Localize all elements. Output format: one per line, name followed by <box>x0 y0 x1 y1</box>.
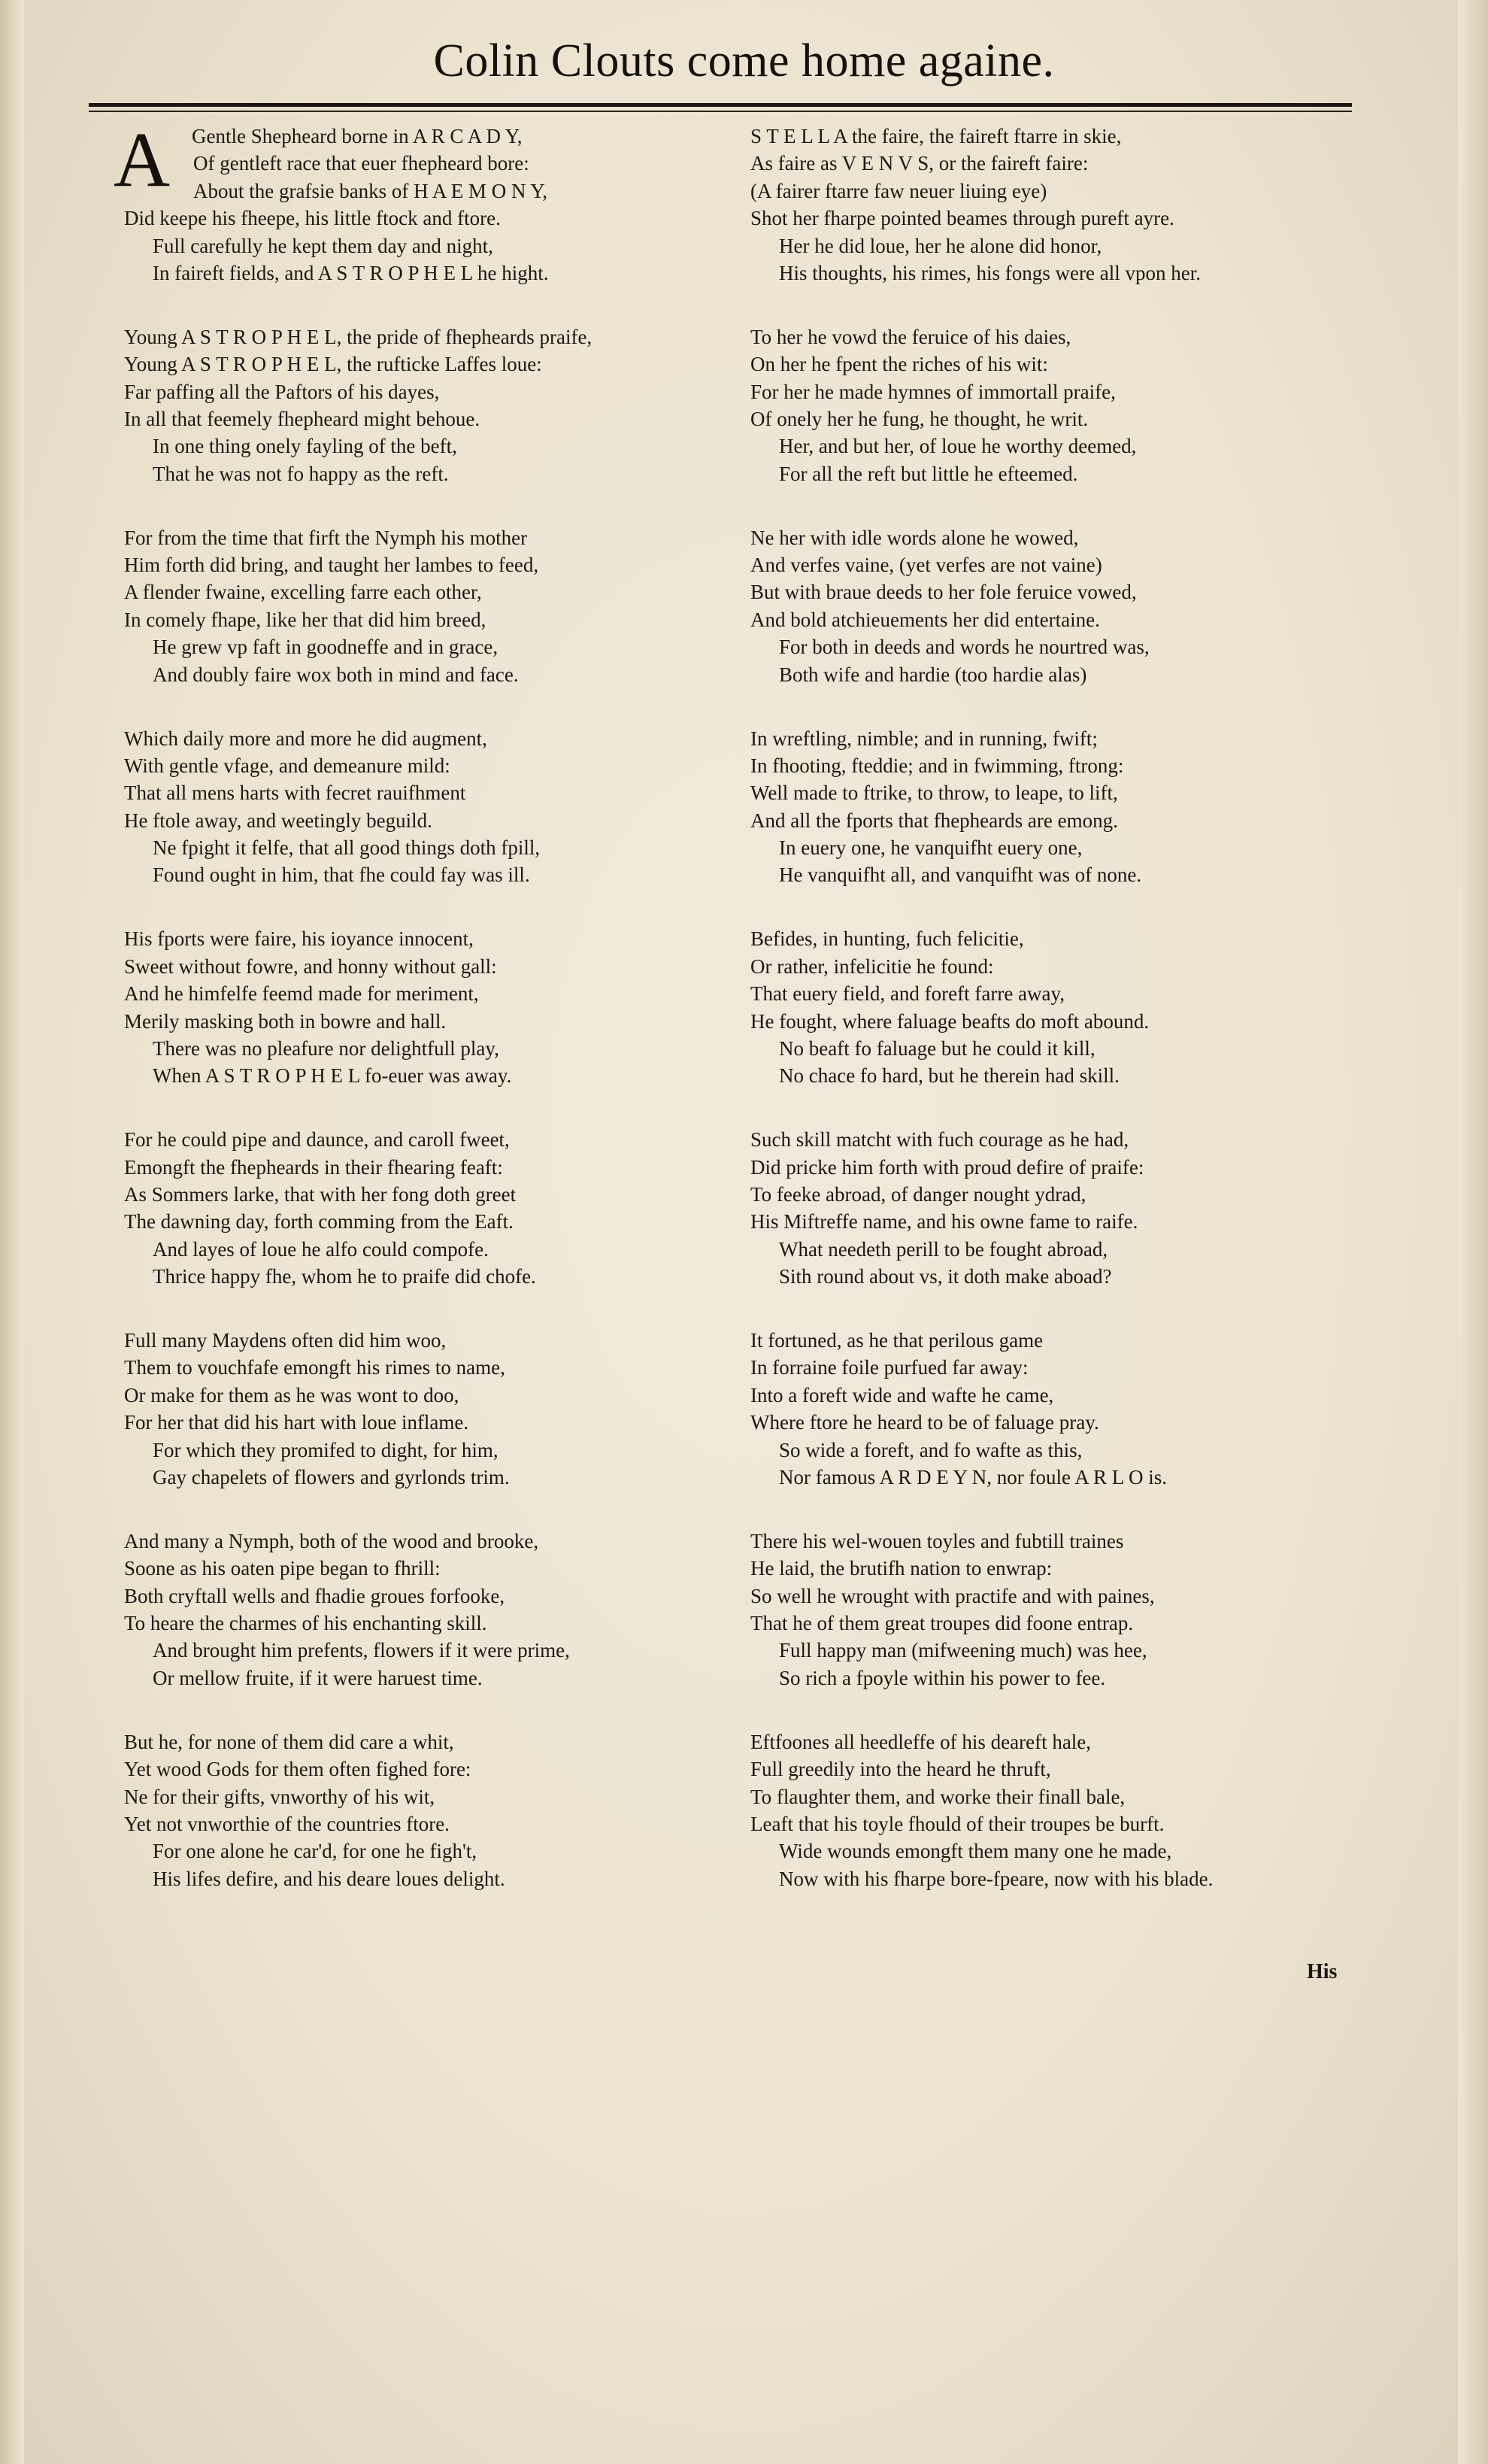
verse-line: In all that feemely fhepheard might behoue. <box>124 408 480 431</box>
verse-line: And all the fports that fhepheards are emong. <box>750 809 1118 832</box>
verse-line: To her he vowd the feruice of his daies, <box>750 325 1071 348</box>
verse-line: As Sommers larke, that with her fong doth greet <box>124 1183 517 1206</box>
verse-line: Ne for their gifts, vnworthy of his wit, <box>124 1785 435 1808</box>
verse-line: Of gentleft race that euer fhepheard bore: <box>193 152 529 175</box>
stanza <box>750 524 1367 688</box>
stanza <box>750 123 1367 287</box>
stanza <box>750 1728 1367 1892</box>
verse-line: Well made to ftrike, to throw, to leape, to lift, <box>750 781 1118 805</box>
verse-line: Sweet without fowre, and honny without gall: <box>124 954 497 978</box>
verse-line: Nor famous A R D E Y N, nor foule A R L O is. <box>779 1466 1167 1489</box>
verse-line: In faireft fields, and A S T R O P H E L he hight. <box>153 261 549 284</box>
verse-line: Befides, in hunting, fuch felicitie, <box>750 927 1024 951</box>
verse-line: In wreftling, nimble; and in running, fwift; <box>750 727 1098 750</box>
stanza <box>750 925 1367 1089</box>
verse-line: Full greedily into the heard he thruft, <box>750 1758 1051 1781</box>
verse-line: What needeth perill to be fought abroad, <box>779 1237 1108 1261</box>
verse-line: Or rather, infelicitie he found: <box>750 954 994 978</box>
verse-line: Sith round about vs, it doth make aboad? <box>779 1265 1112 1288</box>
stanza <box>124 725 741 889</box>
verse-line: And many a Nymph, both of the wood and brooke, <box>124 1529 539 1552</box>
verse-line: Did pricke him forth with proud defire of praife: <box>750 1155 1144 1179</box>
verse-line: On her he fpent the riches of his wit: <box>750 353 1048 376</box>
verse-line: S T E L L A the faire, the faireft ftarre in skie, <box>750 125 1122 147</box>
verse-line: That he of them great troupes did foone entrap. <box>750 1612 1134 1635</box>
verse-line: But with braue deeds to her fole feruice vowed, <box>750 581 1137 604</box>
page-edge-left <box>0 0 24 2464</box>
verse-line: Now with his fharpe bore-fpeare, now with his blade. <box>779 1867 1214 1890</box>
stanza <box>750 1327 1367 1491</box>
page-title: Colin Clouts come home againe. <box>433 35 1055 86</box>
verse-line: He vanquifht all, and vanquifht was of none. <box>779 863 1142 887</box>
verse-line: Or mellow fruite, if it were haruest time. <box>153 1666 483 1689</box>
verse-line: Ne fpight it felfe, that all good things doth fpill, <box>153 836 541 860</box>
verse-line: Where ftore he heard to be of faluage pray. <box>750 1411 1099 1434</box>
verse-line: With gentle vfage, and demeanure mild: <box>124 754 450 777</box>
verse-line: Or make for them as he was wont to doo, <box>124 1383 459 1406</box>
verse-line: It fortuned, as he that perilous game <box>750 1329 1044 1352</box>
verse-line: Full happy man (mifweening much) was hee, <box>779 1639 1147 1662</box>
verse-line: Soone as his oaten pipe began to fhrill: <box>124 1557 441 1580</box>
verse-line: He fought, where faluage beafts do moft abound. <box>750 1009 1150 1033</box>
verse-line: For both in deeds and words he nourtred was, <box>779 636 1150 659</box>
verse-line: A flender fwaine, excelling farre each other, <box>124 581 482 604</box>
title-rule-thick <box>89 103 1352 107</box>
verse-line: And layes of loue he alfo could compofe. <box>153 1237 489 1261</box>
verse-line: To feeke abroad, of danger nought ydrad, <box>750 1183 1086 1206</box>
verse-line: So rich a fpoyle within his power to fee. <box>779 1666 1106 1689</box>
verse-line: In fhooting, fteddie; and in fwimming, ftrong: <box>750 754 1124 777</box>
verse-line: That euery field, and foreft farre away, <box>750 982 1065 1006</box>
verse-line: His Miftreffe name, and his owne fame to raife. <box>750 1210 1138 1234</box>
verse-line: In euery one, he vanquifht euery one, <box>779 836 1083 860</box>
verse-line: When A S T R O P H E L fo-euer was away. <box>153 1064 512 1088</box>
right-column <box>750 123 1367 1929</box>
verse-line: For her he made hymnes of immortall praife, <box>750 380 1116 403</box>
verse-line: Full carefully he kept them day and night, <box>153 234 493 257</box>
title-rule-thin <box>89 111 1352 112</box>
stanza <box>124 524 741 688</box>
verse-line: He ftole away, and weetingly beguild. <box>124 809 432 832</box>
verse-line: Gay chapelets of flowers and gyrlonds trim. <box>153 1466 510 1489</box>
verse-line: There his wel-wouen toyles and fubtill traines <box>750 1529 1124 1552</box>
verse-line: Did keepe his fheepe, his little ftock and ftore. <box>124 207 501 230</box>
stanza <box>124 323 741 487</box>
verse-line: For her that did his hart with loue inflame. <box>124 1411 469 1434</box>
verse-line: No chace fo hard, but he therein had skill. <box>779 1064 1120 1088</box>
stanza <box>124 1728 741 1892</box>
verse-line: And bold atchieuements her did entertaine. <box>750 608 1100 631</box>
verse-line: His fports were faire, his ioyance innocent, <box>124 927 474 951</box>
verse-line: About the grafsie banks of H A E M O N Y, <box>193 179 547 202</box>
left-column <box>114 117 741 1929</box>
verse-line: Her, and but her, of loue he worthy deemed, <box>779 435 1137 458</box>
verse-line: Yet wood Gods for them often fighed fore: <box>124 1758 471 1781</box>
stanza <box>124 1126 741 1290</box>
stanza <box>750 1528 1367 1692</box>
stanza <box>750 323 1367 487</box>
verse-line: As faire as V E N V S, or the faireft faire: <box>750 152 1089 175</box>
verse-line: Ne her with idle words alone he wowed, <box>750 526 1079 549</box>
verse-line: (A fairer ftarre faw neuer liuing eye) <box>750 179 1047 202</box>
verse-line: Both wife and hardie (too hardie alas) <box>779 663 1087 686</box>
catchword: His <box>1307 1960 1338 1983</box>
verse-line: To heare the charmes of his enchanting skill. <box>124 1612 487 1635</box>
verse-line: To flaughter them, and worke their finall bale, <box>750 1785 1126 1808</box>
verse-line: Such skill matcht with fuch courage as he had, <box>750 1128 1129 1152</box>
verse-line: So wide a foreft, and fo wafte as this, <box>779 1438 1083 1461</box>
verse-line: The dawning day, forth comming from the Eaft. <box>124 1210 514 1234</box>
stanza <box>114 117 741 287</box>
verse-line: And brought him prefents, flowers if it were prime, <box>153 1639 570 1662</box>
verse-line: He grew vp faft in goodneffe and in grace, <box>153 636 499 659</box>
verse-line: Eftfoones all heedleffe of his deareft hale, <box>750 1730 1092 1753</box>
verse-line: Yet not vnworthie of the countries ftore. <box>124 1812 450 1835</box>
stanza <box>124 925 741 1089</box>
verse-line: No beaft fo faluage but he could it kill, <box>779 1036 1096 1060</box>
verse-line: For he could pipe and daunce, and caroll fweet, <box>124 1128 510 1152</box>
verse-line: Gentle Shepheard borne in A R C A D Y, <box>192 125 523 147</box>
verse-line: In forraine foile purfued far away: <box>750 1356 1029 1379</box>
verse-line: But he, for none of them did care a whit, <box>124 1730 454 1753</box>
verse-line: Far paffing all the Paftors of his dayes, <box>124 380 440 403</box>
stanza <box>124 1327 741 1491</box>
verse-line: That he was not fo happy as the reft. <box>153 462 449 485</box>
verse-line: Young A S T R O P H E L, the pride of fhepheards praife, <box>124 325 592 348</box>
verse-line: In one thing onely fayling of the beft, <box>153 435 457 458</box>
page-edge-right <box>1458 0 1488 2464</box>
verse-line: Merily masking both in bowre and hall. <box>124 1009 447 1033</box>
verse-line: There was no pleafure nor delightfull play, <box>153 1036 499 1060</box>
verse-line: Both cryftall wells and fhadie groues forfooke, <box>124 1584 505 1607</box>
verse-line: That all mens harts with fecret rauifhment <box>124 781 466 805</box>
verse-line: For which they promifed to dight, for him, <box>153 1438 499 1461</box>
verse-line: Wide wounds emongft them many one he made, <box>779 1840 1172 1863</box>
verse-line: Leaft that his toyle fhould of their troupes be burft. <box>750 1812 1165 1835</box>
verse-line: And he himfelfe feemd made for meriment, <box>124 982 479 1006</box>
verse-line: His lifes defire, and his deare loues delight. <box>153 1867 505 1890</box>
verse-line: And doubly faire wox both in mind and face. <box>153 663 519 686</box>
verse-line: For from the time that firft the Nymph his mother <box>124 526 528 549</box>
stanza <box>750 725 1367 889</box>
verse-line: Him forth did bring, and taught her lambes to feed, <box>124 554 539 577</box>
verse-line: He laid, the brutifh nation to enwrap: <box>750 1557 1053 1580</box>
verse-line: Young A S T R O P H E L, the rufticke Laffes loue: <box>124 353 542 376</box>
stanza <box>124 1528 741 1692</box>
verse-line: Thrice happy fhe, whom he to praife did chofe. <box>153 1265 536 1288</box>
verse-line: Her he did loue, her he alone did honor, <box>779 234 1102 257</box>
verse-line: And verfes vaine, (yet verfes are not vaine) <box>750 554 1102 577</box>
verse-line: For one alone he car'd, for one he figh't, <box>153 1840 477 1863</box>
verse-line: Them to vouchfafe emongft his rimes to name, <box>124 1356 505 1379</box>
stanza <box>750 1126 1367 1290</box>
verse-line: In comely fhape, like her that did him breed, <box>124 608 486 631</box>
verse-line: For all the reft but little he efteemed. <box>779 462 1078 485</box>
verse-line: Which daily more and more he did augment, <box>124 727 487 750</box>
verse-line: His thoughts, his rimes, his fongs were all vpon her. <box>779 261 1201 284</box>
drop-cap: A <box>114 117 171 203</box>
verse-line: So well he wrought with practife and with paines, <box>750 1584 1155 1607</box>
verse-line: Found ought in him, that fhe could fay was ill. <box>153 863 530 887</box>
verse-line: Into a foreft wide and wafte he came, <box>750 1383 1054 1406</box>
verse-line: Full many Maydens often did him woo, <box>124 1329 447 1352</box>
verse-line: Emongft the fhepheards in their fhearing feaft: <box>124 1155 503 1179</box>
verse-line: Of onely her he fung, he thought, he writ. <box>750 408 1089 431</box>
verse-line: Shot her fharpe pointed beames through pureft ayre. <box>750 207 1174 230</box>
